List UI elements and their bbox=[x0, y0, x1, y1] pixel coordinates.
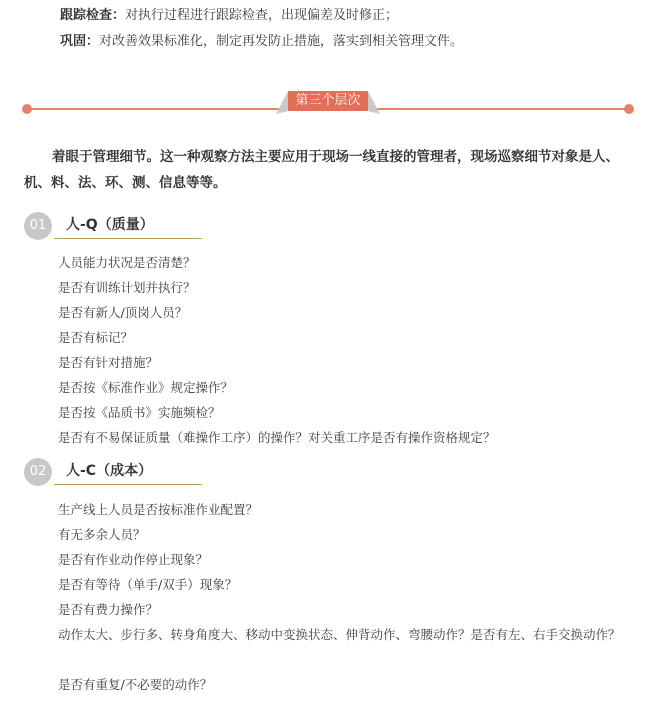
list-item: 是否有针对措施？ bbox=[58, 355, 159, 370]
list-item: 是否有重复/不必要的动作？ bbox=[58, 677, 213, 692]
intro-term: 巩固： bbox=[60, 34, 100, 49]
section-header-01 bbox=[24, 212, 204, 238]
list-item: 是否有新人/顶岗人员？ bbox=[58, 305, 188, 320]
list-item: 是否有不易保证质量（难操作工序）的操作？对关重工序是否有操作资格规定？ bbox=[58, 430, 496, 445]
section-number-badge: 01 bbox=[24, 212, 52, 240]
section-02-list-tail bbox=[58, 672, 212, 697]
section-title: 人-C（成本） bbox=[66, 463, 153, 479]
section-01-list bbox=[58, 250, 496, 450]
list-item: 人员能力状况是否清楚？ bbox=[58, 255, 196, 270]
list-item: 是否有费力操作？ bbox=[58, 602, 159, 617]
banner-label: 第三个层次 bbox=[288, 91, 368, 111]
list-item: 是否有等待（单手/双手）现象？ bbox=[58, 577, 238, 592]
list-item-wrapped bbox=[26, 622, 626, 647]
list-item: 是否按《标准作业》规定操作？ bbox=[58, 380, 234, 395]
divider-dot-left bbox=[22, 104, 32, 114]
section-underline bbox=[54, 238, 202, 239]
section-02-list bbox=[58, 497, 258, 622]
intro-line-tracking bbox=[60, 6, 398, 26]
intro-text: 对改善效果标准化，制定再发防止措施，落实到相关管理文件。 bbox=[99, 34, 464, 49]
level-banner bbox=[276, 88, 380, 114]
list-item-text: 动作太大、步行多、转身角度大、移动中变换状态、伸背动作、弯腰动作？是否有左、右手交换动作？ bbox=[58, 627, 621, 642]
intro-line-consolidate bbox=[60, 32, 463, 52]
section-number-badge: 02 bbox=[24, 458, 52, 486]
paragraph-text: 着眼于管理细节。这一种观察方法主要应用于现场一线直接的管理者，现场巡察细节对象是人、机、料、法、环、测、信息等等。 bbox=[24, 149, 619, 191]
section-header-02 bbox=[24, 458, 204, 484]
section-title: 人-Q（质量） bbox=[66, 217, 154, 233]
list-item: 是否有训练计划并执行？ bbox=[58, 280, 196, 295]
list-item: 是否按《品质书》实施频检？ bbox=[58, 405, 221, 420]
divider-dot-right bbox=[624, 104, 634, 114]
intro-term: 跟踪检查： bbox=[60, 8, 126, 23]
list-item: 是否有作业动作停止现象？ bbox=[58, 552, 209, 567]
section-underline bbox=[54, 484, 202, 485]
list-item: 生产线上人员是否按标准作业配置？ bbox=[58, 502, 259, 517]
intro-paragraph bbox=[24, 144, 629, 196]
list-item: 是否有标记？ bbox=[58, 330, 134, 345]
list-item: 有无多余人员？ bbox=[58, 527, 146, 542]
intro-text: 对执行过程进行跟踪检查，出现偏差及时修正； bbox=[125, 8, 399, 23]
